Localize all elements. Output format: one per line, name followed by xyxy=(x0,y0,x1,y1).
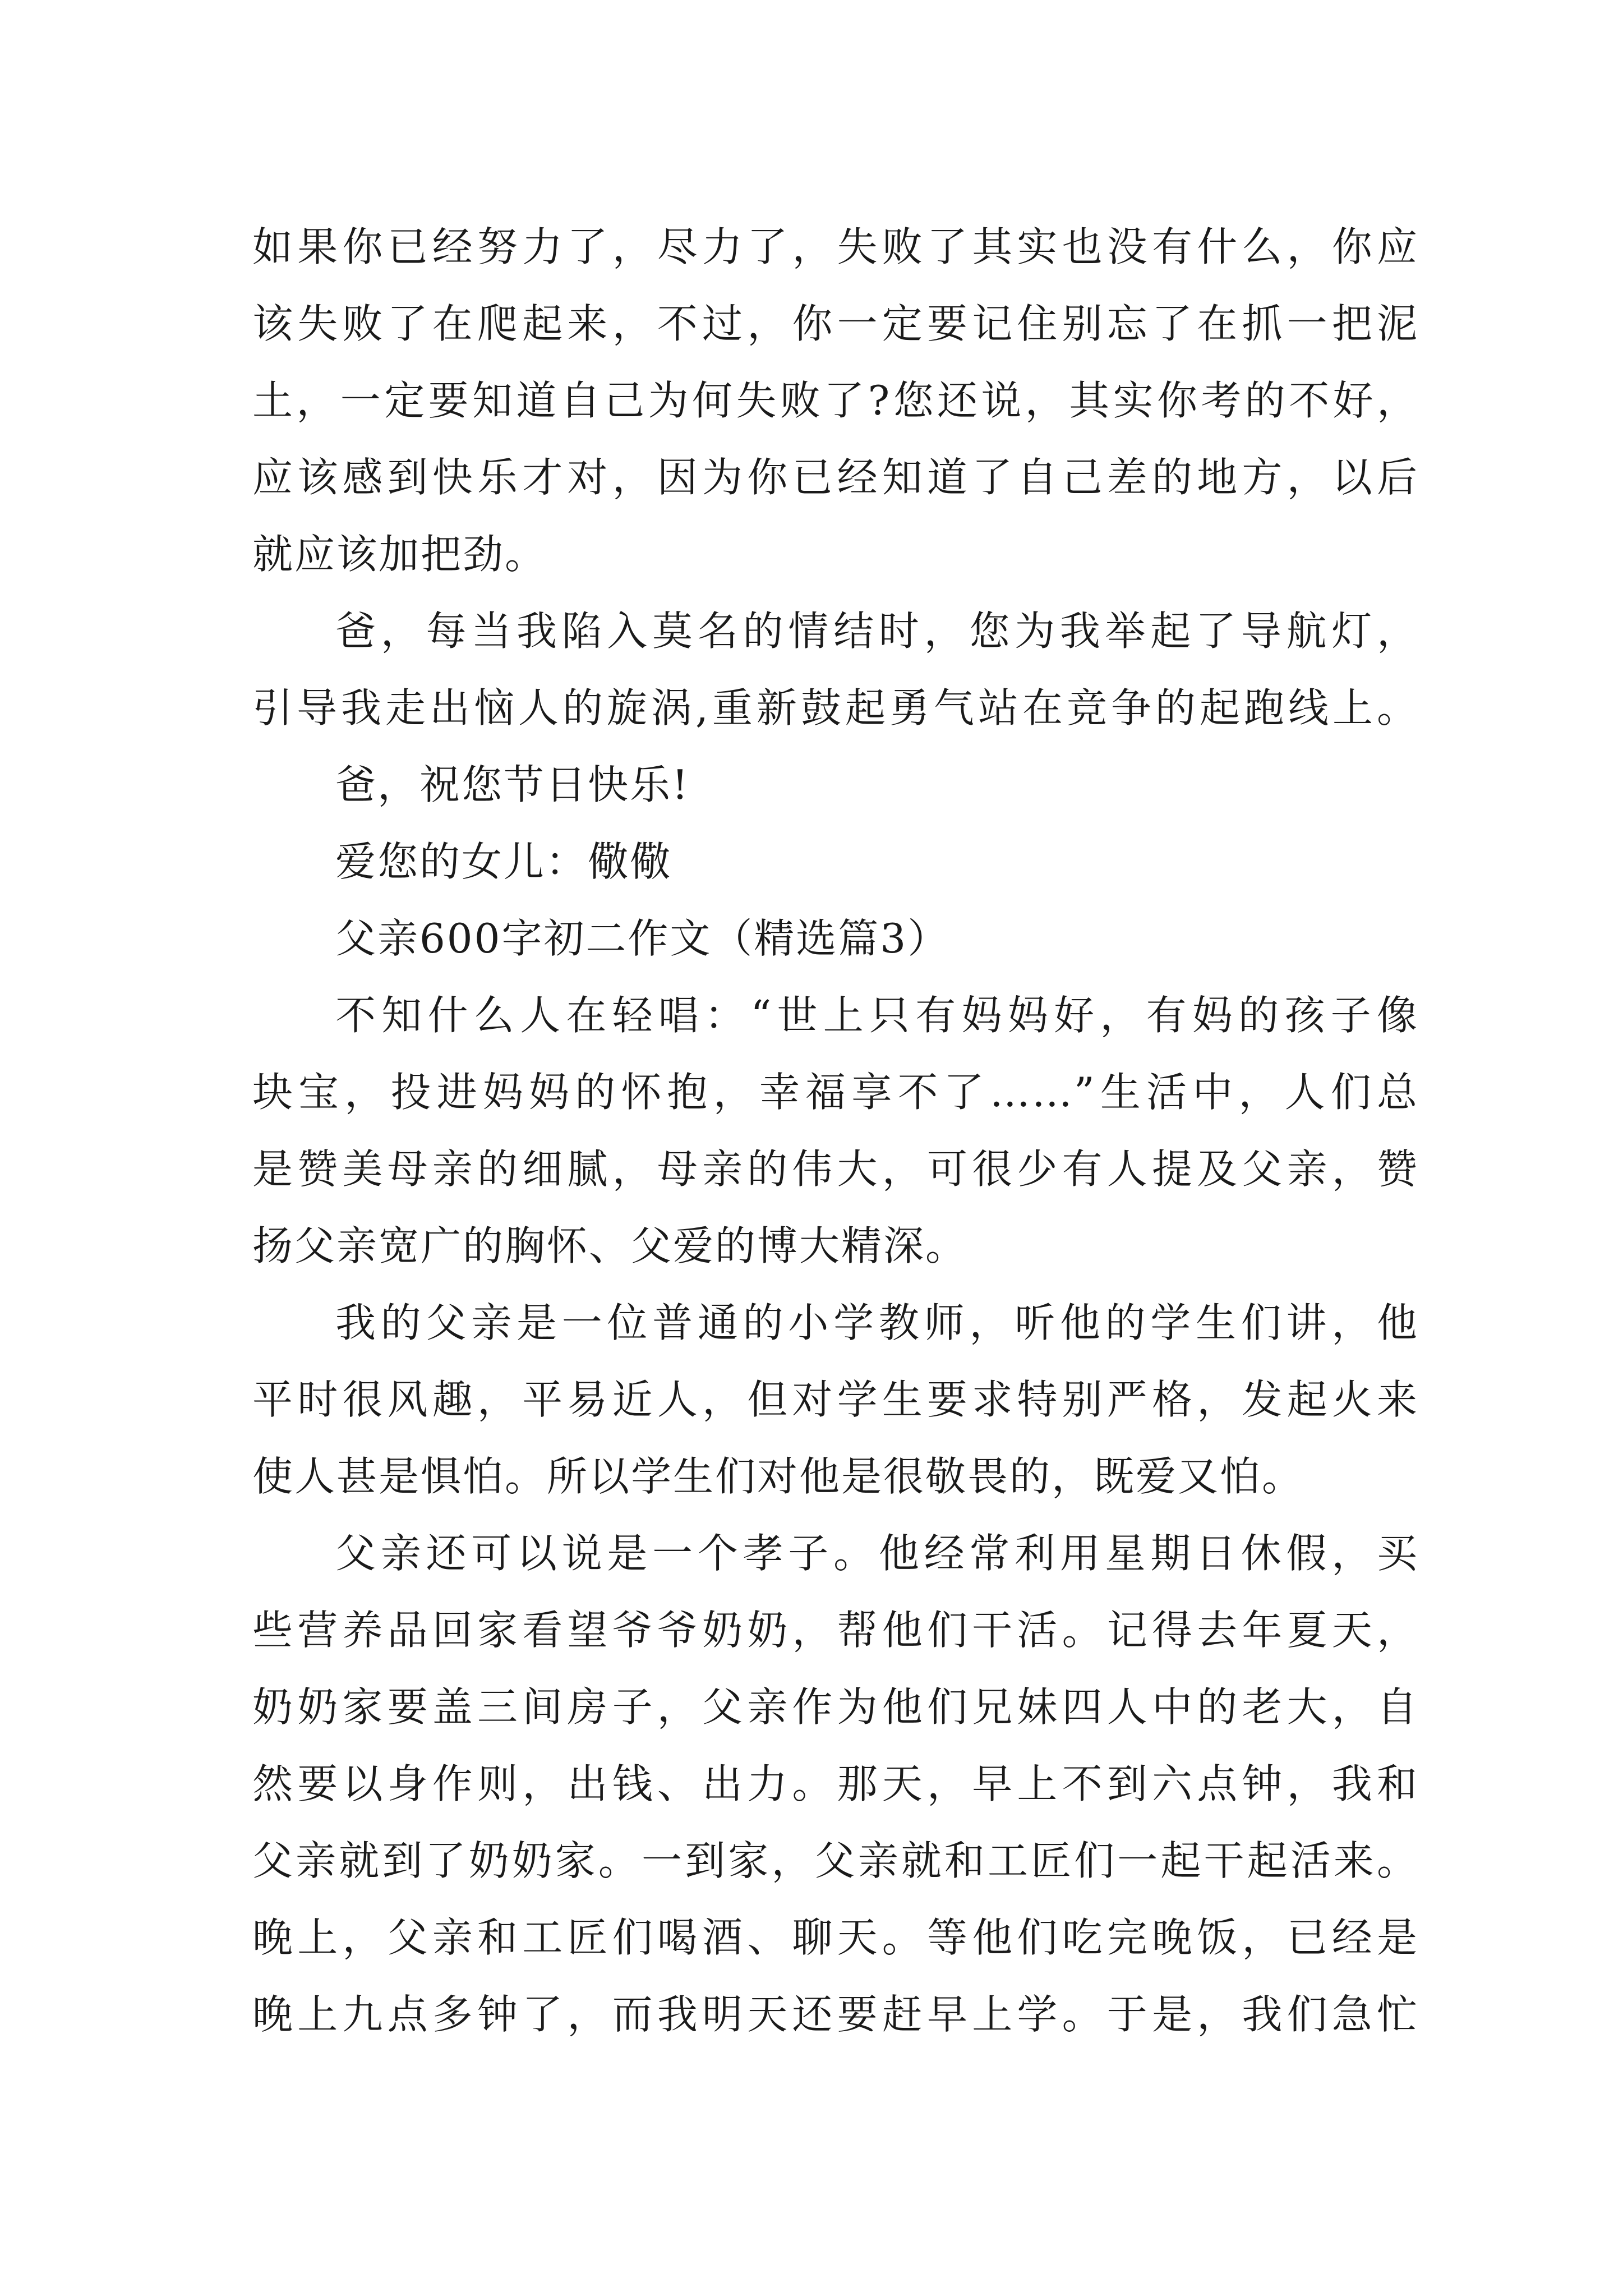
text-line: 晚上，父亲和工匠们喝酒、聊天。等他们吃完晚饭，已经是 xyxy=(252,1914,1419,1961)
text-line: 爱您的女儿：儆儆 xyxy=(335,838,672,885)
text-line: 是赞美母亲的细腻，母亲的伟大，可很少有人提及父亲，赞 xyxy=(252,1145,1419,1193)
text-line: 土，一定要知道自己为何失败了?您还说，其实你考的不好， xyxy=(252,377,1419,424)
text-line: 不知什么人在轻唱：“世上只有妈妈好，有妈的孩子像 xyxy=(335,992,1419,1039)
text-line: 该失败了在爬起来，不过，你一定要记住别忘了在抓一把泥 xyxy=(252,300,1419,347)
text-line: 我的父亲是一位普通的小学教师，听他的学生们讲，他 xyxy=(335,1299,1419,1346)
text-line: 平时很风趣，平易近人，但对学生要求特别严格，发起火来 xyxy=(252,1376,1419,1423)
text-line: 爸，每当我陷入莫名的情结时，您为我举起了导航灯， xyxy=(335,608,1419,655)
text-line: 父亲600字初二作文（精选篇3） xyxy=(335,915,950,962)
text-line: 些营养品回家看望爷爷奶奶，帮他们干活。记得去年夏天， xyxy=(252,1607,1419,1654)
text-line: 爸，祝您节日快乐! xyxy=(335,761,690,808)
text-line: 扬父亲宽广的胸怀、父爱的博大精深。 xyxy=(252,1222,968,1269)
text-line: 如果你已经努力了，尽力了，失败了其实也没有什么，你应 xyxy=(252,223,1419,270)
text-line: 奶奶家要盖三间房子，父亲作为他们兄妹四人中的老大，自 xyxy=(252,1683,1419,1731)
text-line: 块宝，投进妈妈的怀抱，幸福享不了……”生活中，人们总 xyxy=(252,1069,1419,1116)
text-line: 父亲就到了奶奶家。一到家，父亲就和工匠们一起干起活来。 xyxy=(252,1837,1419,1884)
text-line: 晚上九点多钟了，而我明天还要赶早上学。于是，我们急忙 xyxy=(252,1991,1419,2038)
text-line: 引导我走出恼人的旋涡,重新鼓起勇气站在竞争的起跑线上。 xyxy=(252,684,1419,731)
text-line: 然要以身作则，出钱、出力。那天，早上不到六点钟，我和 xyxy=(252,1760,1419,1807)
text-line: 就应该加把劲。 xyxy=(252,531,547,578)
text-line: 父亲还可以说是一个孝子。他经常利用星期日休假，买 xyxy=(335,1530,1419,1577)
document-body xyxy=(252,209,1419,2053)
text-line: 应该感到快乐才对，因为你已经知道了自己差的地方，以后 xyxy=(252,454,1419,501)
text-line: 使人甚是惧怕。所以学生们对他是很敬畏的，既爱又怕。 xyxy=(252,1453,1304,1500)
